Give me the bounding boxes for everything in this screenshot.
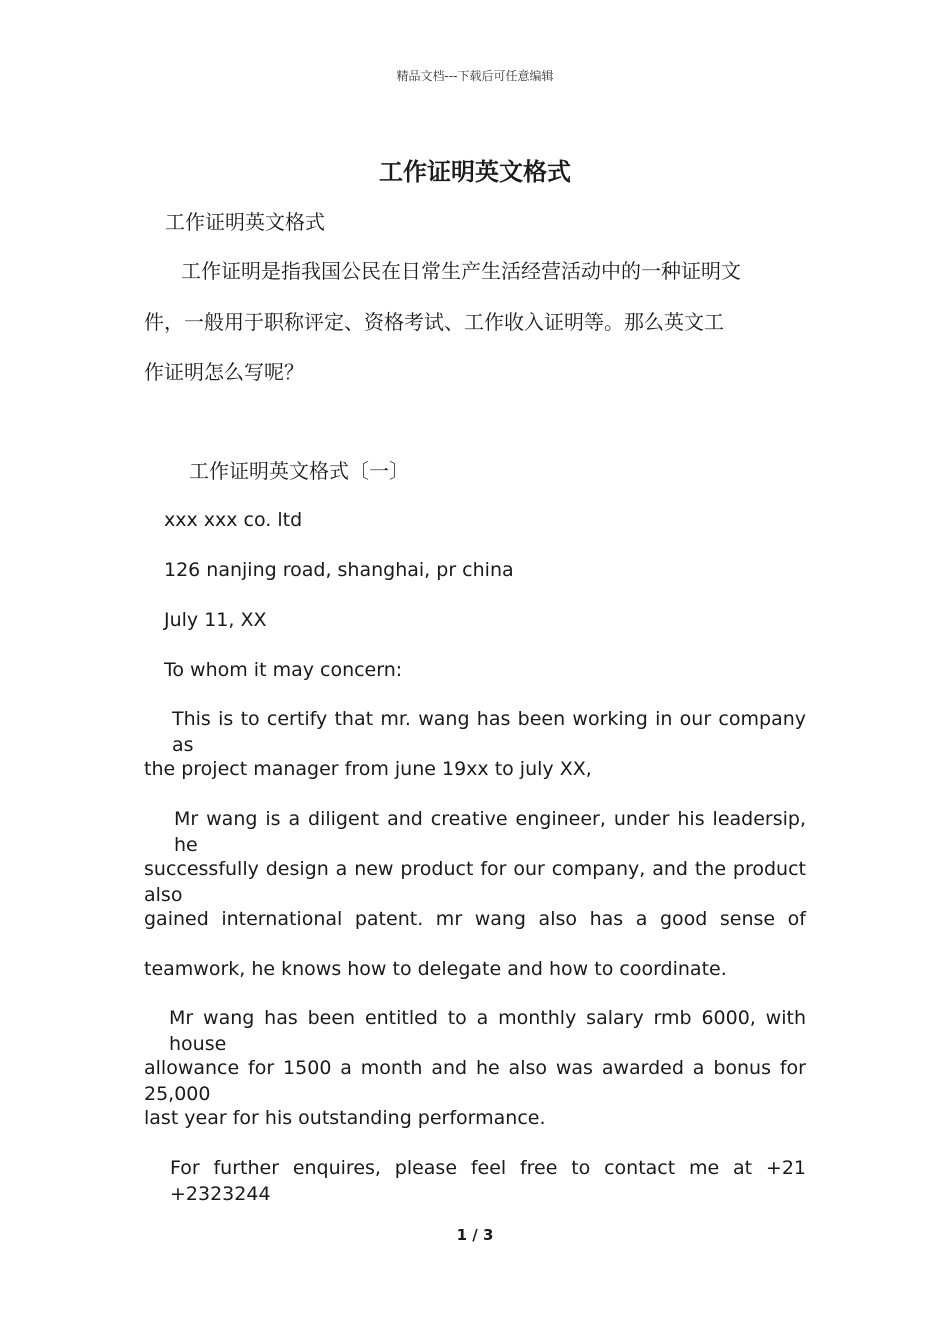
paragraph-2-line-3: gained international patent. mr wang also has a good sense of — [144, 908, 806, 930]
page-indicator: 1 / 3 — [456, 1226, 494, 1244]
paragraph-1-line-2: the project manager from june 19xx to july XX, — [144, 758, 592, 780]
document-subtitle: 工作证明英文格式 — [165, 210, 325, 234]
letter-date: July 11, XX — [164, 609, 267, 631]
document-title: 工作证明英文格式 — [379, 157, 571, 186]
letter-address: 126 nanjing road, shanghai, pr china — [164, 559, 514, 581]
paragraph-2-line-2: successfully design a new product for our company, and the product also — [144, 858, 806, 906]
paragraph-1-line-1: This is to certify that mr. wang has been working in our company as — [172, 708, 806, 756]
header-note: 精品文档---下载后可任意编辑 — [396, 69, 554, 83]
paragraph-4-line-1: For further enquires, please feel free to contact me at +21 +2323244 — [170, 1157, 806, 1205]
intro-line-2: 件，一般用于职称评定、资格考试、工作收入证明等。那么英文工 — [144, 310, 724, 334]
paragraph-3-line-3: last year for his outstanding performance. — [144, 1107, 546, 1129]
intro-line-3: 作证明怎么写呢？ — [144, 360, 304, 384]
paragraph-3-line-2: allowance for 1500 a month and he also was awarded a bonus for 25,000 — [144, 1057, 806, 1105]
section-heading: 工作证明英文格式〔一〕 — [189, 459, 409, 483]
letter-salutation: To whom it may concern: — [164, 659, 403, 681]
letter-company: xxx xxx co. ltd — [164, 509, 303, 531]
paragraph-2-line-1: Mr wang is a diligent and creative engineer, under his leadersip, he — [174, 808, 806, 856]
intro-line-1: 工作证明是指我国公民在日常生产生活经营活动中的一种证明文 — [181, 259, 741, 283]
paragraph-3-line-1: Mr wang has been entitled to a monthly salary rmb 6000, with house — [169, 1007, 806, 1055]
paragraph-2-line-4: teamwork, he knows how to delegate and how to coordinate. — [144, 958, 727, 980]
